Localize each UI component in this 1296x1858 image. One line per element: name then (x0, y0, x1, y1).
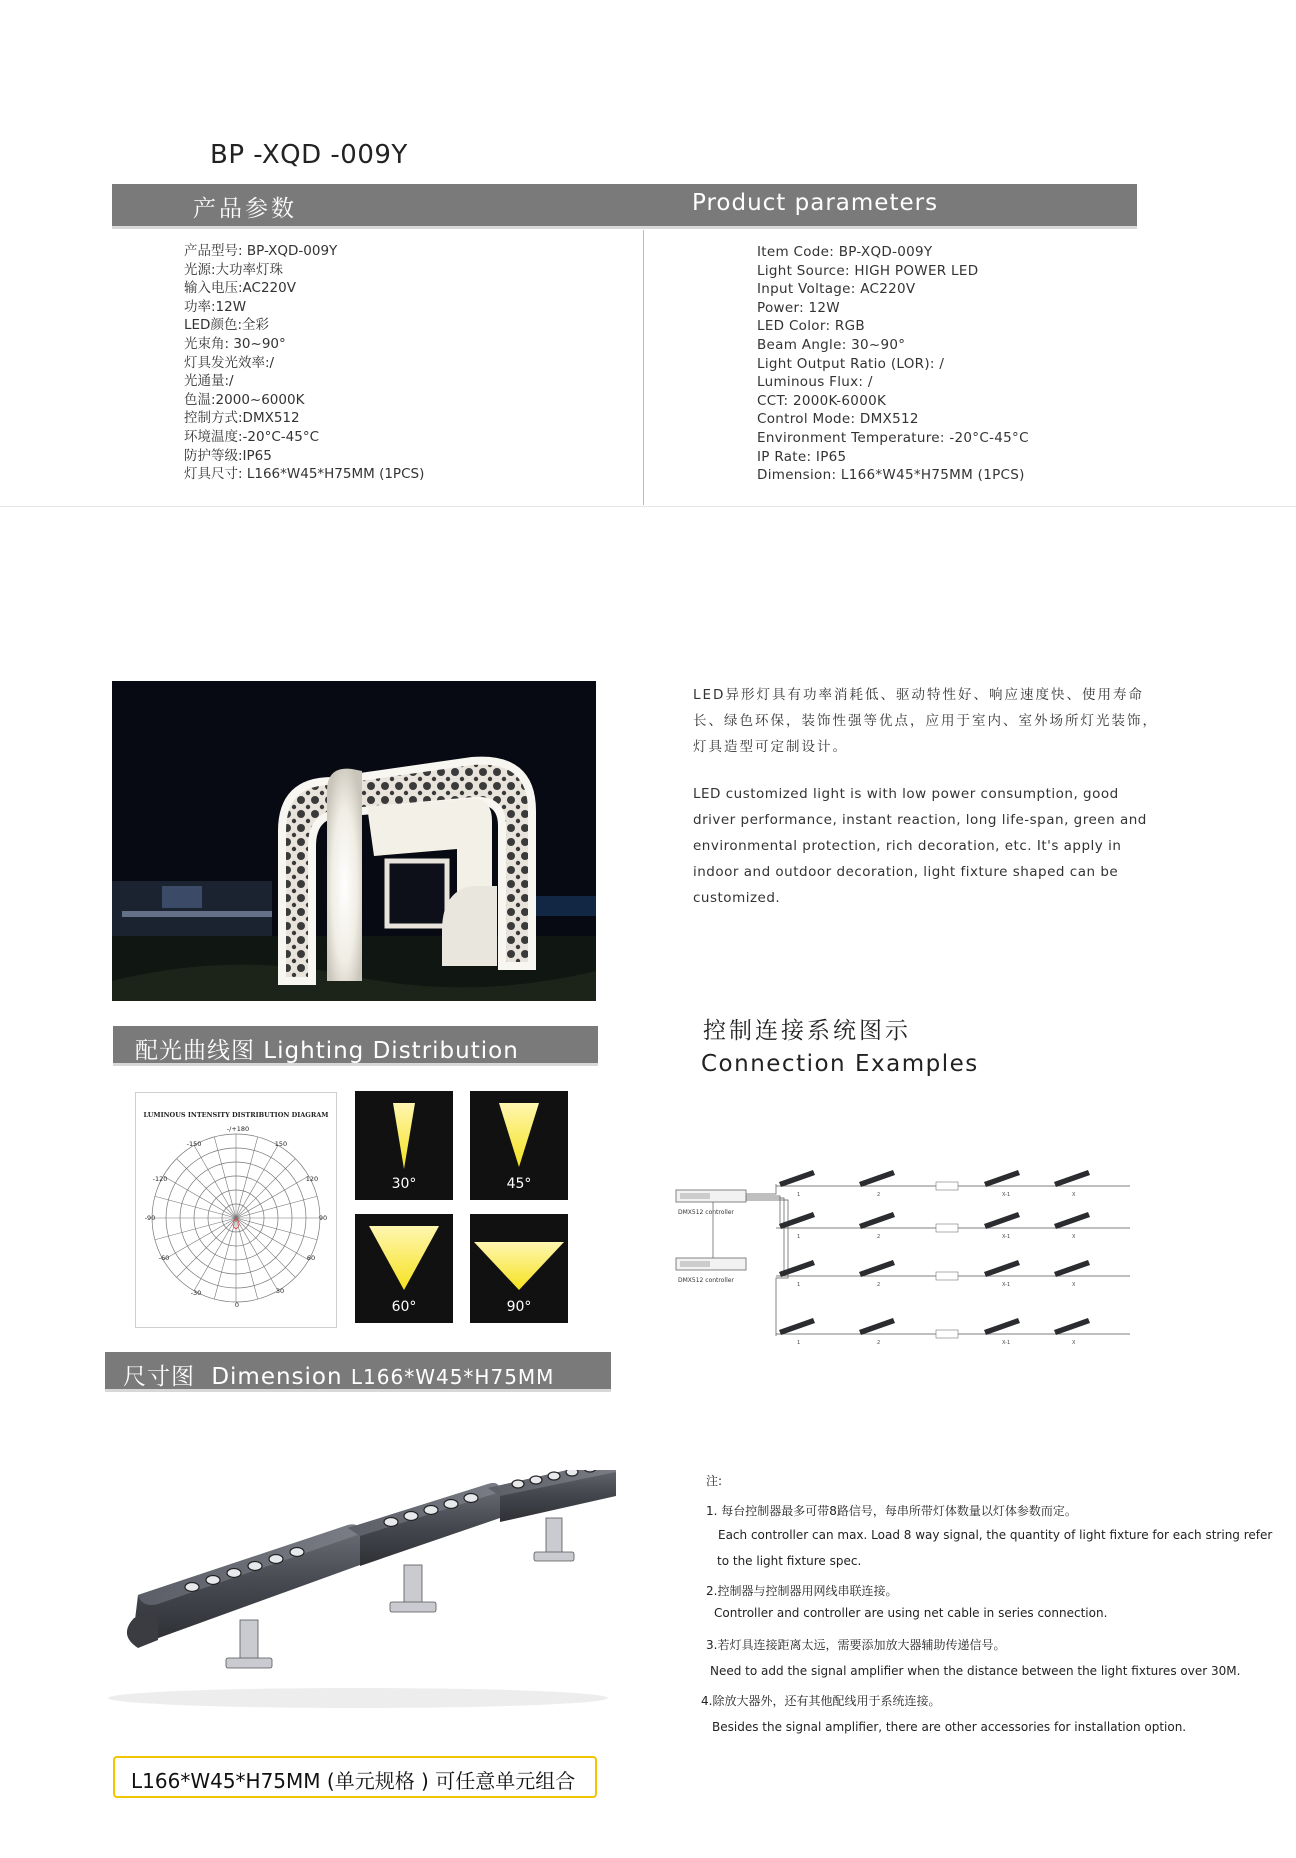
signal-amplifier (936, 1272, 958, 1280)
param-en-cct: CCT: 2000K-6000K (757, 392, 887, 409)
connection-rows (776, 1170, 1130, 1346)
param-zh-temperature: 环境温度:-20°C-45°C (184, 428, 319, 445)
param-zh-efficiency: 灯具发光效率:/ (184, 354, 275, 371)
params-header-zh: 产品参数 (193, 196, 297, 222)
param-zh-led-color: LED颜色:全彩 (184, 317, 269, 334)
light-fixture (1054, 1318, 1090, 1335)
beam-60-label: 60° (391, 1299, 417, 1315)
fixture-index-label: X-1 (1002, 1192, 1011, 1198)
fixture-index-label: 1 (797, 1282, 801, 1288)
angle-label-neg30: -30 (190, 1289, 202, 1297)
param-en-item-code: Item Code: BP-XQD-009Y (757, 244, 933, 260)
param-en-flux: Luminous Flux: / (757, 374, 873, 391)
param-en-beam-angle: Beam Angle: 30~90° (757, 336, 906, 353)
angle-label-120: 120 (305, 1175, 319, 1183)
light-fixture (779, 1170, 815, 1187)
beam-45-label: 45° (506, 1176, 532, 1192)
angle-label-neg120: -120 (152, 1175, 168, 1183)
polar-diagram (135, 1092, 337, 1328)
controller-1 (676, 1190, 746, 1216)
section-divider (0, 506, 1296, 507)
controller-1-label: DMX512 controller (678, 1209, 734, 1216)
fixture-index-label: X (1072, 1234, 1076, 1240)
polar-spoke (236, 1218, 309, 1260)
param-zh-dimension: 灯具尺寸: L166*W45*H75MM (1PCS) (184, 466, 425, 483)
light-fixture (779, 1260, 815, 1277)
param-en-light-source: Light Source: HIGH POWER LED (757, 262, 979, 279)
installation-photo-art (112, 681, 596, 1001)
param-zh-flux: 光通量:/ (184, 373, 234, 390)
description-en: LED customized light is with low power consumption, good driver performance, instant reaction, long life-span, green and environmental protection, rich decoration, etc. It's apply in indoor and outdoor decoration, light fixture shaped can be customized. (693, 786, 1147, 906)
note-1-en-a: Each controller can max. Load 8 way signal, the quantity of light fixture for each string refer (718, 1528, 1273, 1542)
beam-60-tile (355, 1214, 453, 1323)
signal-amplifier (936, 1224, 958, 1232)
note-3-en: Need to add the signal amplifier when the distance between the light fixtures over 30M. (710, 1664, 1241, 1678)
dimension-header (105, 1352, 611, 1392)
controller-2 (676, 1258, 746, 1284)
param-en-temperature: Environment Temperature: -20°C-45°C (757, 429, 1029, 446)
connection-diagram (668, 1148, 1136, 1348)
fixture-index-label: 2 (877, 1234, 881, 1240)
param-en-lor: Light Output Ratio (LOR): / (757, 355, 945, 372)
connection-title-zh: 控制连接系统图示 (703, 1018, 911, 1044)
fixture-index-label: 2 (877, 1340, 881, 1346)
note-1-zh: 1. 每台控制器最多可带8路信号，每串所带灯体数量以灯体参数而定。 (706, 1504, 1077, 1518)
beam-90-tile (470, 1214, 568, 1323)
fixture-index-label: X (1072, 1282, 1076, 1288)
fixture-index-label: X-1 (1002, 1282, 1011, 1288)
controller-2-label: DMX512 controller (678, 1277, 734, 1284)
polar-spoke (236, 1159, 295, 1218)
note-3-zh: 3.若灯具连接距离太远，需要添加放大器辅助传递信号。 (706, 1638, 1006, 1652)
params-header-en: Product parameters (692, 190, 939, 216)
polar-spoke (194, 1145, 236, 1218)
fixture-index-label: 1 (797, 1234, 801, 1240)
light-fixture (984, 1212, 1020, 1229)
param-en-dimension: Dimension: L166*W45*H75MM (1PCS) (757, 467, 1025, 484)
note-2-en: Controller and controller are using net cable in series connection. (714, 1606, 1108, 1620)
beam-30-tile (355, 1091, 453, 1200)
polar-spoke (194, 1218, 236, 1291)
param-en-ip: IP Rate: IP65 (757, 448, 847, 465)
param-en-voltage: Input Voltage: AC220V (757, 281, 916, 298)
note-1-en-b: to the light fixture spec. (717, 1554, 862, 1568)
description-zh: LED异形灯具有功率消耗低、驱动特性好、响应速度快、使用寿命长、绿色环保，装饰性强等优点，应用于室内、室外场所灯光装饰，灯具造型可定制设计。 (693, 687, 1158, 755)
polar-diagram-art (136, 1093, 336, 1327)
installation-photo (112, 681, 596, 1001)
param-zh-control: 控制方式:DMX512 (184, 410, 300, 427)
signal-amplifier (936, 1330, 958, 1338)
light-fixture (859, 1212, 895, 1229)
polar-spoke (236, 1145, 278, 1218)
beam-45-tile (470, 1091, 568, 1200)
light-fixture (984, 1260, 1020, 1277)
dimension-title-en: Dimension (211, 1364, 343, 1390)
angle-label-60: 60 (306, 1254, 316, 1262)
fixture-index-label: X-1 (1002, 1234, 1011, 1240)
angle-label-neg60: -60 (158, 1254, 170, 1262)
signal-amplifier (936, 1182, 958, 1190)
product-model-title: BP -XQD -009Y (210, 140, 408, 170)
param-en-power: Power: 12W (757, 299, 840, 316)
polar-spoke (236, 1218, 278, 1291)
angle-label-150: 150 (274, 1140, 288, 1148)
polar-spoke (163, 1176, 236, 1218)
polar-spoke (177, 1159, 236, 1218)
product-render (98, 1470, 618, 1715)
params-divider (643, 230, 644, 505)
param-en-control: Control Mode: DMX512 (757, 411, 919, 428)
fixture-index-label: X-1 (1002, 1340, 1011, 1346)
polar-title: LUMINOUS INTENSITY DISTRIBUTION DIAGRAM (143, 1111, 329, 1119)
light-fixture (1054, 1170, 1090, 1187)
light-fixture (984, 1318, 1020, 1335)
angle-label-0: 0 (234, 1301, 240, 1309)
polar-spoke (236, 1176, 309, 1218)
param-zh-ip: 防护等级:IP65 (184, 447, 272, 464)
light-fixture (859, 1318, 895, 1335)
fixture-index-label: X (1072, 1340, 1076, 1346)
polar-spoke (177, 1218, 236, 1277)
polar-spoke (163, 1218, 236, 1260)
beam-90-label: 90° (506, 1299, 532, 1315)
light-fixture (779, 1318, 815, 1335)
connection-title-en: Connection Examples (701, 1051, 979, 1077)
angle-label-neg150: -150 (186, 1140, 202, 1148)
dimension-size: L166*W45*H75MM (350, 1365, 555, 1389)
light-fixture (859, 1260, 895, 1277)
fixture-index-label: 1 (797, 1192, 801, 1198)
params-list-zh (184, 242, 424, 484)
light-fixture (1054, 1260, 1090, 1277)
angle-label-90: 90 (318, 1214, 328, 1222)
param-zh-power: 功率:12W (184, 298, 247, 315)
param-en-led-color: LED Color: RGB (757, 318, 865, 335)
fixture-index-label: 2 (877, 1282, 881, 1288)
note-2-zh: 2.控制器与控制器用网线串联连接。 (706, 1584, 898, 1598)
fixture-index-label: X (1072, 1192, 1076, 1198)
light-fixture (859, 1170, 895, 1187)
param-zh-light-source: 光源:大功率灯珠 (184, 261, 284, 278)
light-fixture (779, 1212, 815, 1229)
notes-title: 注: (706, 1474, 723, 1488)
light-fixture (1054, 1212, 1090, 1229)
fixture-index-label: 2 (877, 1192, 881, 1198)
beam-30-label: 30° (391, 1176, 417, 1192)
dimension-title-zh: 尺寸图 (123, 1364, 195, 1390)
fixture-index-label: 1 (797, 1340, 801, 1346)
angle-label-30: 30 (275, 1287, 285, 1295)
polar-spoke (236, 1218, 295, 1277)
angle-label-neg90: -90 (144, 1214, 156, 1222)
angle-label-180: -/+180 (226, 1125, 250, 1133)
params-list-en (757, 243, 1029, 485)
note-4-en: Besides the signal amplifier, there are other accessories for installation option. (712, 1720, 1187, 1734)
param-zh-beam-angle: 光束角: 30~90° (184, 335, 286, 352)
lighting-distribution-header: 配光曲线图 Lighting Distribution (113, 1026, 598, 1066)
note-4-zh: 4.除放大器外，还有其他配线用于系统连接。 (701, 1694, 941, 1708)
dimension-caption-box: L166*W45*H75MM (单元规格 ) 可任意单元组合 (113, 1756, 597, 1798)
light-fixture (984, 1170, 1020, 1187)
param-zh-cct: 色温:2000~6000K (184, 391, 305, 408)
param-zh-model: 产品型号: BP-XQD-009Y (184, 243, 338, 259)
param-zh-voltage: 输入电压:AC220V (184, 280, 296, 297)
